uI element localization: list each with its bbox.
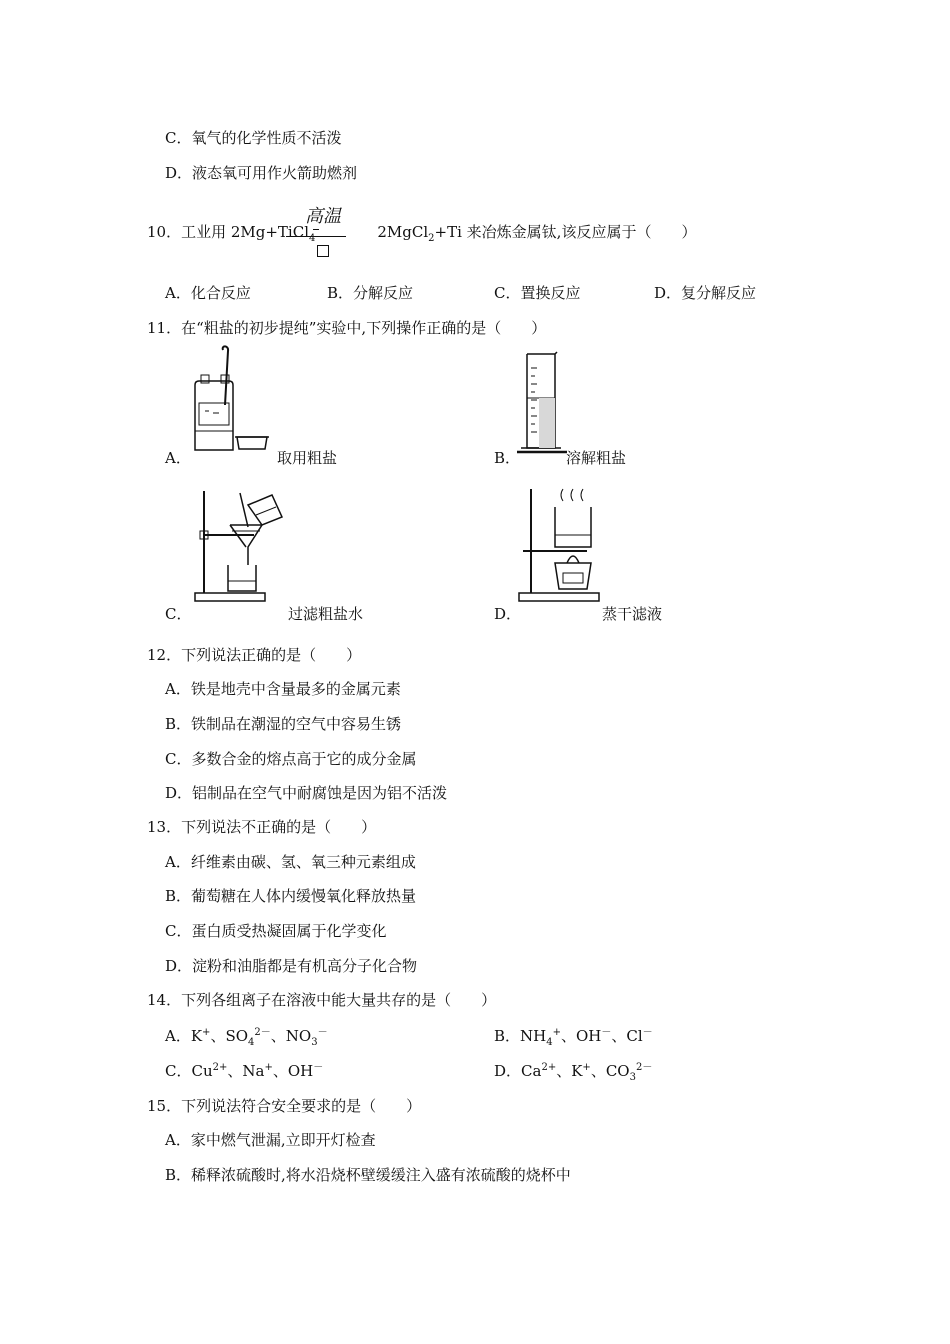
q15-option-a: A．家中燃气泄漏,立即开灯检查 <box>165 1131 376 1149</box>
q10-stem <box>147 222 696 242</box>
q10-product: 2MgCl <box>377 223 429 241</box>
q11-stem: 11．在“粗盐的初步提纯”实验中,下列操作正确的是（ ） <box>147 319 547 337</box>
q13-option-b: B．葡萄糖在人体内缓慢氧化释放热量 <box>165 887 417 905</box>
q14-option-b: B．$NH_4^+$、OH－、Cl－ <box>494 1027 653 1048</box>
q14-option-d: D．$Ca^{2+}$、K+、$CO_3^{2-}$ <box>494 1062 653 1083</box>
q11-d-caption: 蒸干滤液 <box>602 605 663 623</box>
q10-option-c: C．置换反应 <box>494 284 581 302</box>
q15-stem: 15．下列说法符合安全要求的是（ ） <box>147 1097 422 1115</box>
q12-option-a: A．铁是地壳中含量最多的金属元素 <box>165 680 401 698</box>
q10-prefix: 10．工业用 2Mg+TiCl <box>147 223 310 241</box>
q11-b-letter: B． <box>494 449 521 467</box>
q13-option-d: D．淀粉和油脂都是有机高分子化合物 <box>165 957 418 975</box>
figure-a-take-salt <box>185 345 275 457</box>
q12-stem: 12．下列说法正确的是（ ） <box>147 646 362 664</box>
q11-c-caption: 过滤粗盐水 <box>288 605 364 623</box>
q10-condition: 高温 <box>305 206 341 227</box>
figure-c-filter <box>190 485 290 605</box>
q13-option-a: A．纤维素由碳、氢、氧三种元素组成 <box>165 853 416 871</box>
q15-option-b: B．稀释浓硫酸时,将水沿烧杯壁缓缓注入盛有浓硫酸的烧杯中 <box>165 1166 571 1184</box>
q12-option-c: C．多数合金的熔点高于它的成分金属 <box>165 750 417 768</box>
figure-b-dissolve-salt <box>515 350 570 458</box>
figure-d-evaporate <box>515 485 615 605</box>
q14-stem: 14．下列各组离子在溶液中能大量共存的是（ ） <box>147 991 497 1009</box>
q10-sub2: 2 <box>428 233 435 244</box>
q10-option-d: D．复分解反应 <box>654 284 757 302</box>
q11-a-letter: A． <box>165 449 191 467</box>
q11-a-caption: 取用粗盐 <box>277 449 338 467</box>
q10-option-b: B．分解反应 <box>327 284 414 302</box>
q11-b-caption: 溶解粗盐 <box>566 449 627 467</box>
q13-option-c: C．蛋白质受热凝固属于化学变化 <box>165 922 387 940</box>
q9-option-d: D．液态氧可用作火箭助燃剂 <box>165 164 358 182</box>
q10-equals-line <box>286 236 346 237</box>
q14-option-a: A．K+、$SO_4^{2-}$、$NO_3^-$ <box>165 1027 328 1048</box>
q14-option-c: C．$Cu^{2+}$、Na+、OH－ <box>165 1062 324 1080</box>
q11-d-letter: D． <box>494 605 522 623</box>
q9-option-c: C．氧气的化学性质不活泼 <box>165 129 342 147</box>
q10-option-a: A．化合反应 <box>165 284 251 302</box>
q13-stem: 13．下列说法不正确的是（ ） <box>147 818 377 836</box>
q10-placeholder-box <box>317 245 329 257</box>
q12-option-d: D．铝制品在空气中耐腐蚀是因为铝不活泼 <box>165 784 448 802</box>
q12-option-b: B．铁制品在潮湿的空气中容易生锈 <box>165 715 402 733</box>
q10-sub4: 4 <box>309 233 316 244</box>
q10-equals-mark <box>313 229 319 230</box>
q11-c-letter: C． <box>165 605 192 623</box>
q10-suffix: +Ti 来冶炼金属钛,该反应属于（ ） <box>434 223 697 241</box>
